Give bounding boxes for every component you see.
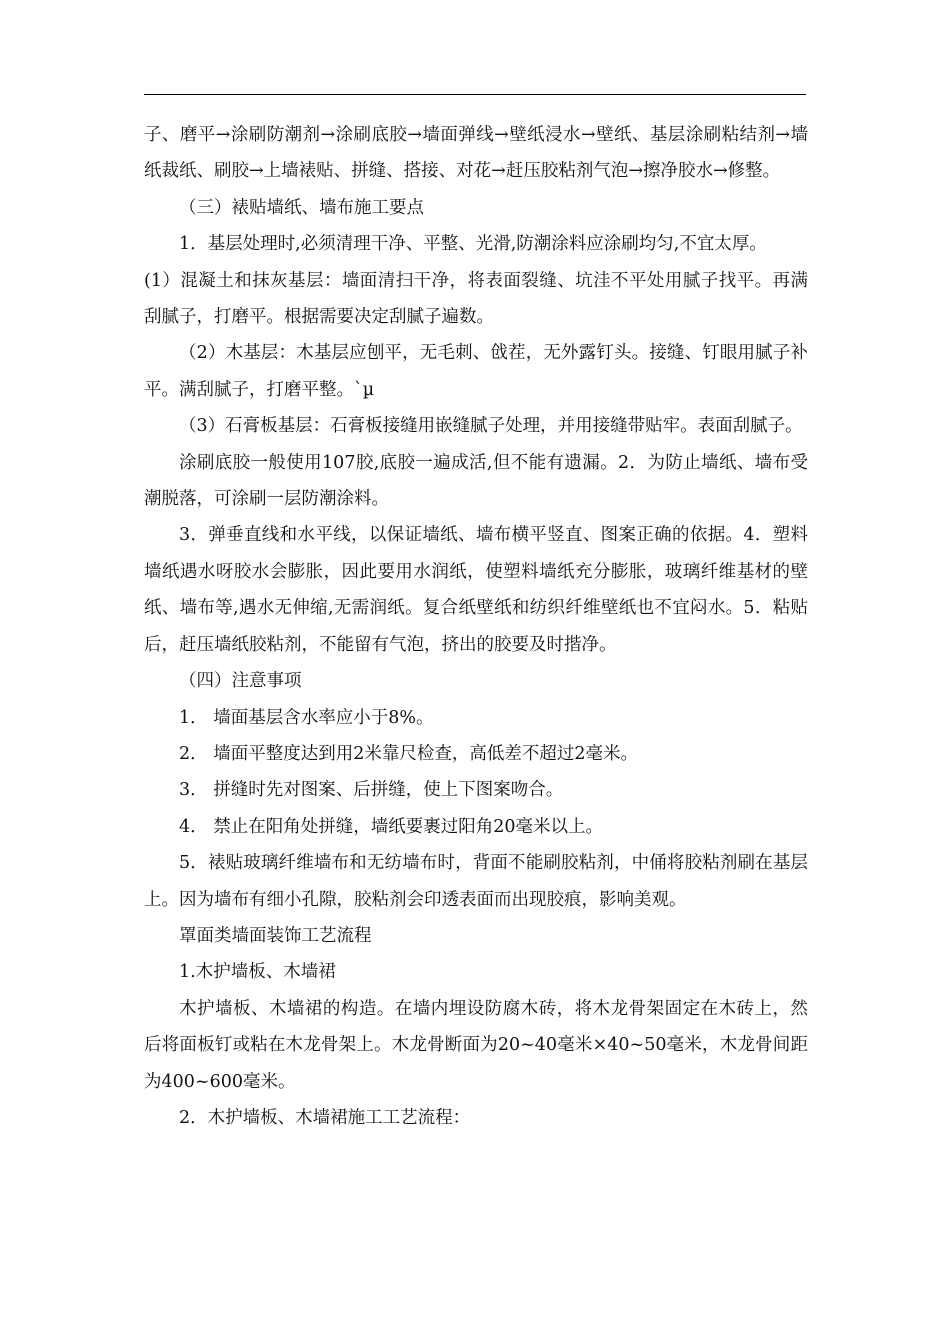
header-rule (144, 94, 806, 95)
paragraph: (1）混凝土和抹灰基层：墙面清扫干净，将表面裂缝、坑洼不平处用腻子找平。再满刮腻子，打磨平。根据需要决定刮腻子遍数。 (144, 270, 808, 328)
subsection-heading: 2．木护墙板、木墙裙施工工艺流程： (179, 1107, 471, 1128)
paragraph: 木护墙板、木墙裙的构造。在墙内埋设防腐木砖，将木龙骨架固定在木砖上，然后将面板钉或粘在木龙骨架上。木龙骨断面为20~40毫米×40~50毫米，木龙骨间距为400~600毫米。 (144, 998, 808, 1092)
paragraph: （2）木基层：木基层应刨平，无毛刺、戗茬，无外露钉头。接缝、钉眼用腻子补平。满刮腻子，打磨平整。`µ (144, 343, 808, 400)
list-item: 4． 禁止在阳角处拼缝，墙纸要裹过阳角20毫米以上。 (179, 816, 603, 837)
section-heading: （四）注意事项 (179, 671, 302, 692)
section-heading: 罩面类墙面装饰工艺流程 (179, 925, 372, 946)
paragraph: （3）石膏板基层：石膏板接缝用嵌缝腻子处理，并用接缝带贴牢。表面刮腻子。 (179, 416, 803, 437)
document-body (144, 117, 808, 1136)
list-item: 2． 墙面平整度达到用2米靠尺检查，高低差不超过2毫米。 (179, 743, 638, 764)
subsection-heading: 1.木护墙板、木墙裙 (179, 962, 336, 983)
paragraph: 子、磨平→涂刷防潮剂→涂刷底胶→墙面弹线→壁纸浸水→壁纸、基层涂刷粘结剂→墙纸裁纸、刷胶→上墙裱贴、拼缝、搭接、对花→赶压胶粘剂气泡→擦净胶水→修整。 (144, 125, 808, 182)
paragraph: 1．基层处理时,必须清理干净、平整、光滑,防潮涂料应涂刷均匀,不宜太厚。 (179, 234, 767, 255)
paragraph: 涂刷底胶一般使用107胶,底胶一遍成活,但不能有遗漏。2．为防止墙纸、墙布受潮脱落，可涂刷一层防潮涂料。 (144, 452, 808, 510)
list-item: 3． 拼缝时先对图案、后拼缝，使上下图案吻合。 (179, 780, 564, 801)
list-item: 1． 墙面基层含水率应小于8%。 (179, 707, 434, 728)
list-item: 5．裱贴玻璃纤维墙布和无纺墙布时，背面不能刷胶粘剂，中俑将胶粘剂刷在基层上。因为墙布有细小孔隙，胶粘剂会印透表面而出现胶痕，影响美观。 (144, 853, 808, 910)
section-heading: （三）裱贴墙纸、墙布施工要点 (179, 197, 424, 218)
paragraph: 3．弹垂直线和水平线，以保证墙纸、墙布横平竖直、图案正确的依据。4．塑料墙纸遇水呀胶水会膨胀，因此要用水润纸，使塑料墙纸充分膨胀，玻璃纤维基材的壁纸、墙布等,遇水无伸缩,无需润纸。复合纸壁纸和纺织纤维壁纸也不宜闷水。5．粘贴后，赶压墙纸胶粘剂，不能留有气泡，挤出的胶要及时揩净。 (144, 525, 808, 655)
